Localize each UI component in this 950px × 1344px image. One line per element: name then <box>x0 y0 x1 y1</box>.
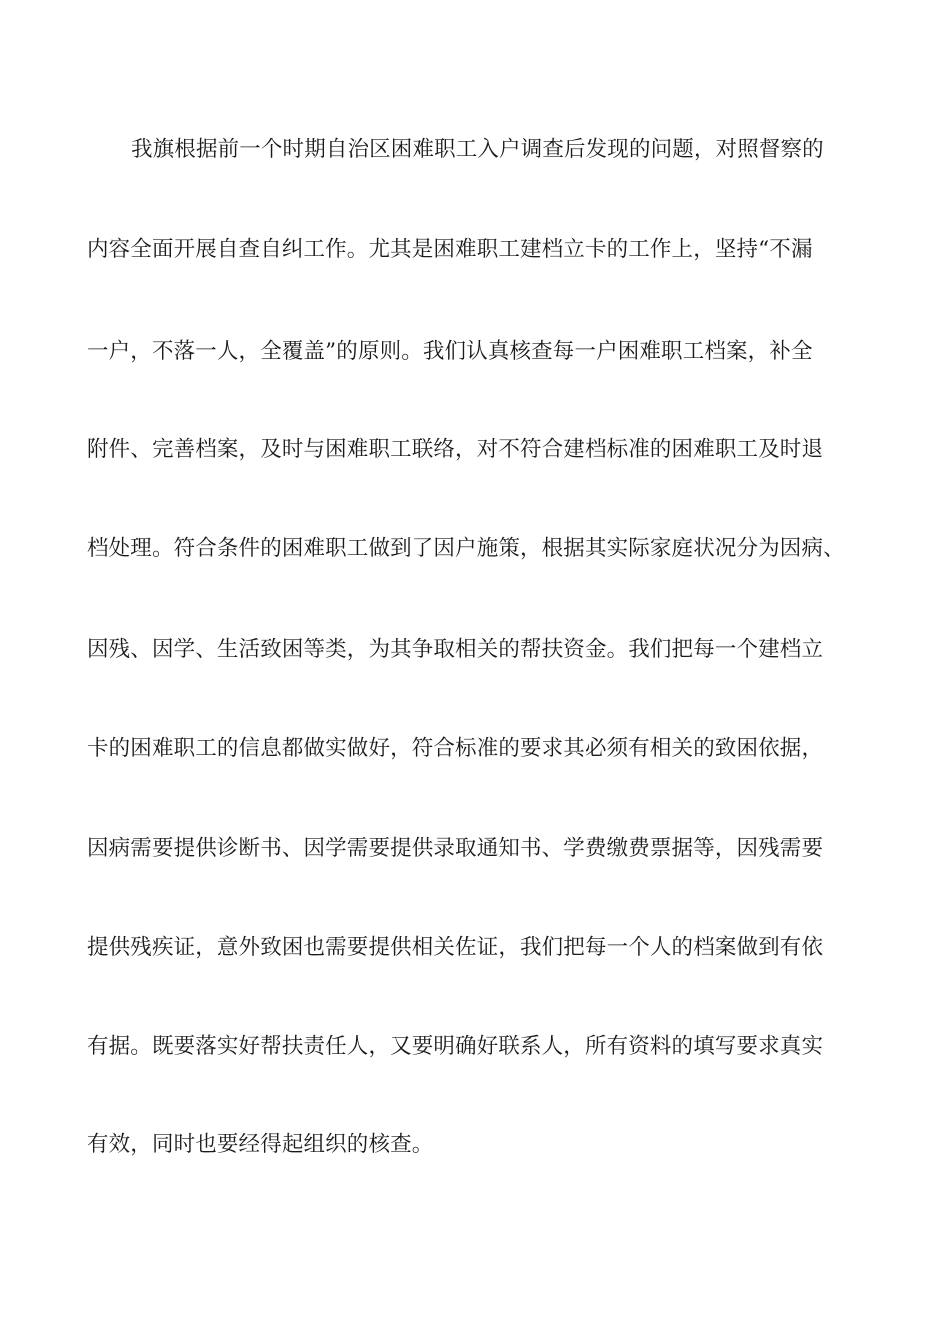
paragraph-line-5: 档处理。符合条件的困难职工做到了因户施策，根据其实际家庭状况分为因病、 <box>87 536 845 561</box>
paragraph-line-2: 内容全面开展自查自纠工作。尤其是困难职工建档立卡的工作上，坚持“不漏 <box>87 237 813 262</box>
paragraph-line-9: 提供残疾证，意外致困也需要提供相关佐证，我们把每一个人的档案做到有依 <box>87 935 824 960</box>
paragraph-line-4: 附件、完善档案，及时与困难职工联络，对不符合建档标准的困难职工及时退 <box>87 437 824 462</box>
paragraph-line-11: 有效，同时也要经得起组织的核查。 <box>87 1132 434 1157</box>
paragraph-line-3: 一户，不落一人，全覆盖”的原则。我们认真核查每一户困难职工档案，补全 <box>87 339 813 364</box>
paragraph-line-1: 我旗根据前一个时期自治区困难职工入户调查后发现的问题，对照督察的 <box>131 137 824 162</box>
paragraph-line-7: 卡的困难职工的信息都做实做好，符合标准的要求其必须有相关的致困依据， <box>87 736 824 761</box>
paragraph-line-8: 因病需要提供诊断书、因学需要提供录取通知书、学费缴费票据等，因残需要 <box>87 836 824 861</box>
paragraph-line-6: 因残、因学、生活致困等类，为其争取相关的帮扶资金。我们把每一个建档立 <box>87 637 824 662</box>
paragraph-line-10: 有据。既要落实好帮扶责任人，又要明确好联系人，所有资料的填写要求真实 <box>87 1034 824 1059</box>
